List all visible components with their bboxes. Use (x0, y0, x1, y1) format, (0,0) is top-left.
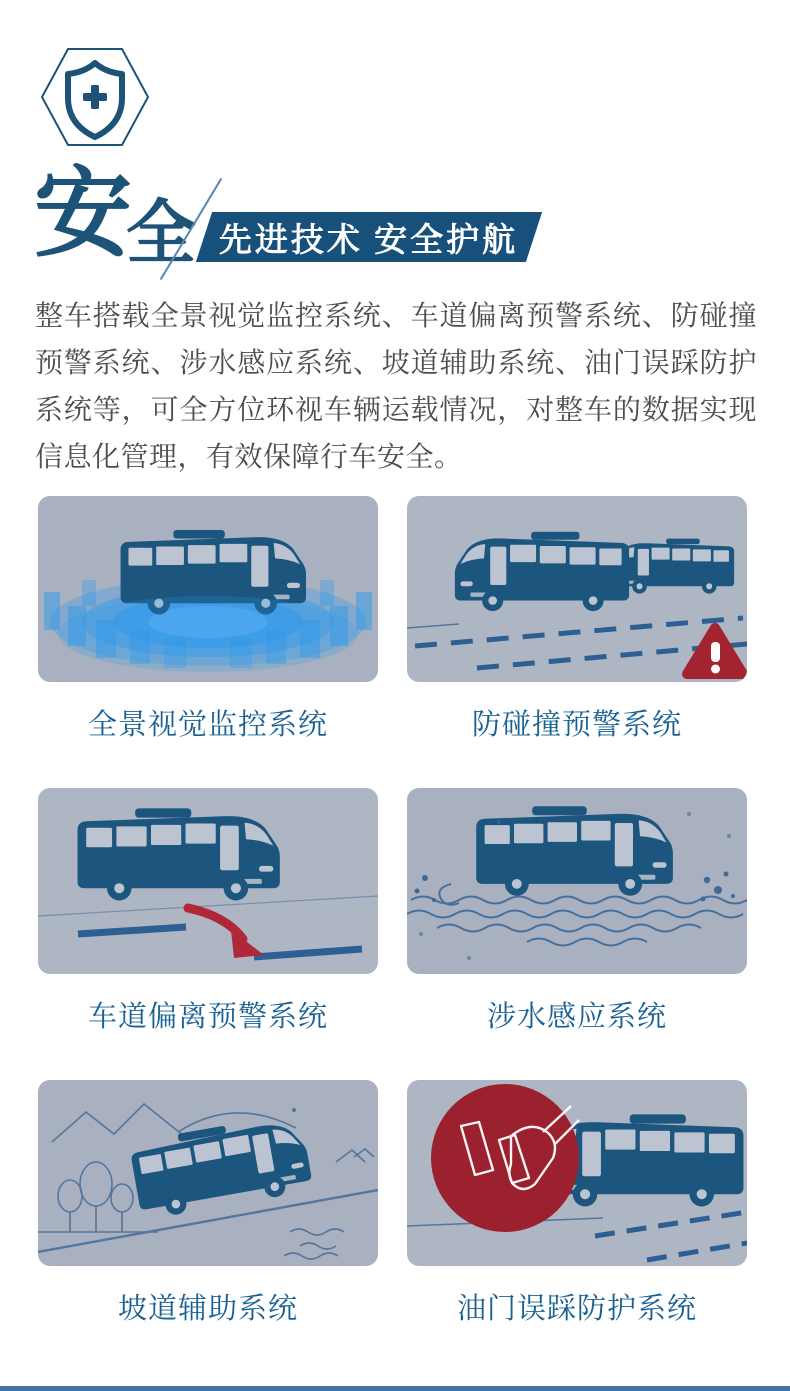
accelerator-pedal-guard-bus-illustration (407, 1080, 747, 1266)
feature-grid (0, 496, 790, 1326)
hill-assist-slope-bus-illustration (38, 1080, 378, 1266)
feature-caption: 坡道辅助系统 (117, 1292, 298, 1325)
feature-lane-departure (38, 788, 378, 1034)
wading-water-bus-illustration (407, 788, 747, 974)
title-char-quan: 全 (126, 196, 197, 273)
panoramic-radar-bus-illustration (38, 496, 378, 682)
shield-cross-hexagon-icon (40, 46, 150, 148)
title-char-an: 安 (34, 161, 133, 269)
page-header (0, 0, 790, 292)
lane-departure-red-arrow-bus-illustration (38, 788, 378, 974)
slogan-banner (196, 212, 542, 262)
feature-pedal-guard (407, 1080, 747, 1326)
section-title-row (34, 158, 774, 288)
feature-caption: 车道偏离预警系统 (87, 1000, 328, 1033)
intro-paragraph: 整车搭载全景视觉监控系统、车道偏离预警系统、防碰撞预警系统、涉水感应系统、坡道辅助系统、油门误踩防护系统等，可全方位环视车辆运载情况，对整车的数据实现信息化管理，有效保障行车安全。 (35, 300, 757, 472)
feature-wading-sensing (407, 788, 747, 1034)
slogan-banner-text: 先进技术 安全护航 (219, 222, 519, 259)
feature-hill-assist (38, 1080, 378, 1326)
feature-collision-warning (407, 496, 747, 742)
feature-caption: 油门误踩防护系统 (456, 1292, 697, 1325)
bottom-accent-bar (0, 1386, 790, 1391)
feature-caption: 涉水感应系统 (486, 1000, 667, 1033)
feature-panoramic-monitoring (38, 496, 378, 742)
collision-warning-two-buses-illustration (407, 496, 747, 682)
feature-caption: 全景视觉监控系统 (87, 708, 328, 741)
feature-caption: 防碰撞预警系统 (471, 708, 682, 741)
